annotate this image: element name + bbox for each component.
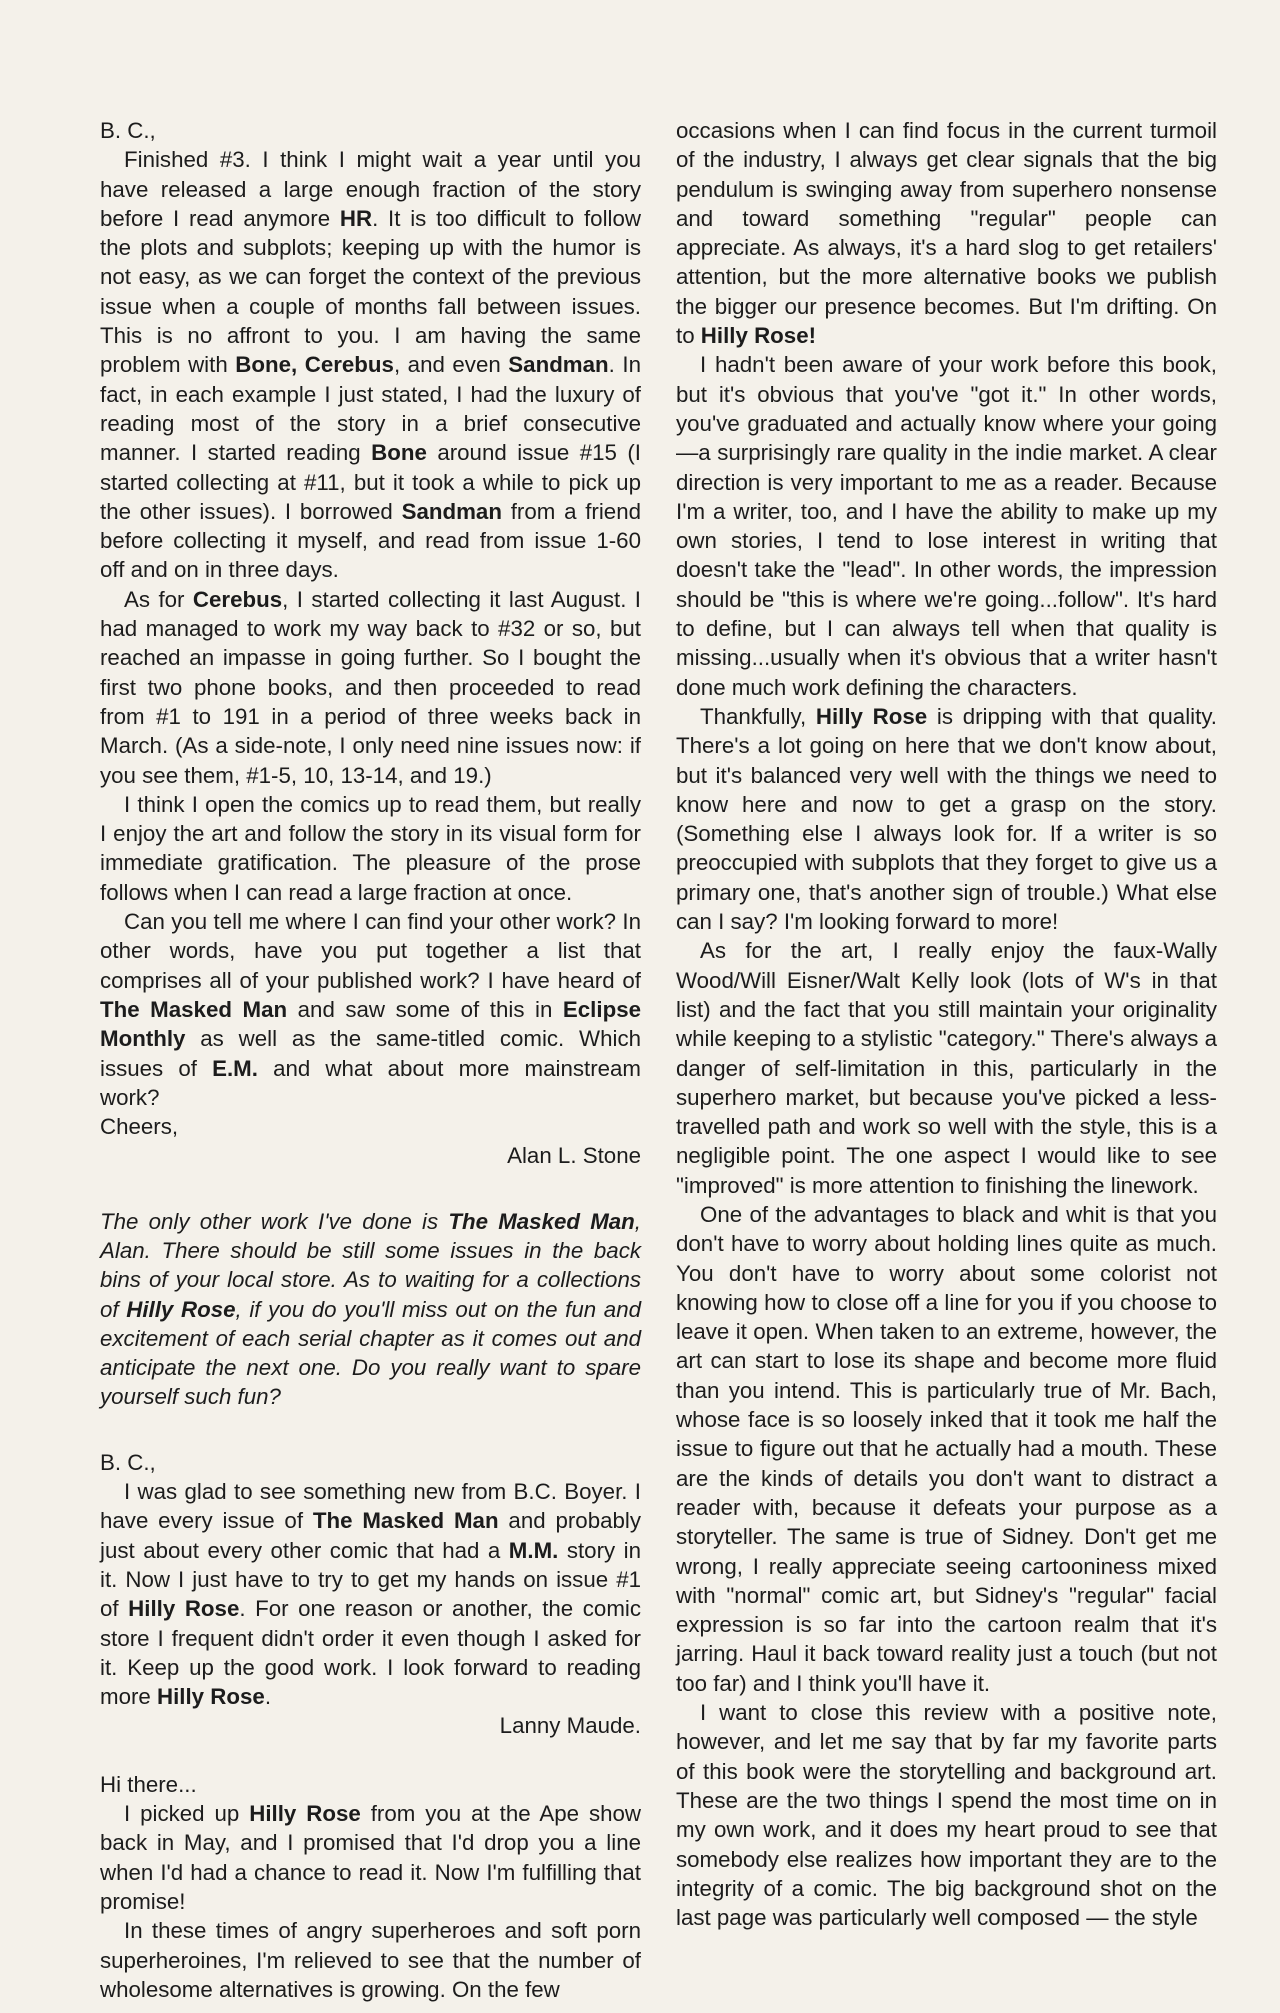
letter2-greeting: B. C., xyxy=(100,1449,156,1475)
letter3-paragraph-2-continued: occasions when I can find focus in the current turmoil of the industry, I always get clear signals that the big pendulum is swinging away from superhero nonsense and toward something "regular" people can appreciate. As always, it's a hard slog to get retailers' attention, but the more alternative books we publish the bigger our presence becomes. But I'm drifting. On to Hilly Rose! xyxy=(676,118,1217,349)
letter3-paragraph-5: As for the art, I really enjoy the faux-Wally Wood/Will Eisner/Walt Kelly look (lots of W's in that list) and the fact that you still maintain your originality while keeping to a stylistic "category." There's always a danger of self-limitation in this, particularly in the superhero market, but because you've picked a less-travelled path and work so well with the style, this is a negligible point. The one aspect I would like to see "improved" is more attention to finishing the linework. xyxy=(676,938,1218,1198)
letter1-paragraph-3: I think I open the comics up to read them, but really I enjoy the art and follow the story in its visual form for immediate gratification. The pleasure of the prose follows when I can read a large fraction at once. xyxy=(100,791,641,905)
left-column xyxy=(100,116,641,2004)
letter3-paragraph-7: I want to close this review with a positive note, however, and let me say that by far my favorite parts of this book were the storytelling and background art. These are the two things I spend the most time on in my own work, and it does my heart proud to see that somebody else realizes how important they are to the integrity of a comic. The big background shot on the last page was particularly well composed — the style xyxy=(676,1700,1217,1931)
letter3-paragraph-6: One of the advantages to black and whit is that you don't have to worry about holding lines quite as much. You don't have to worry about some colorist not knowing how to close off a line for you if you choose to leave it open. When taken to an extreme, however, the art can start to lose its shape and become more fluid than you intend. This is particularly true of Mr. Bach, whose face is so loosely inked that it took me half the issue to figure out that he actually had a mouth. These are the kinds of details you don't want to distract a reader with, because it defeats your purpose as a storyteller. The same is true of Sidney. Don't get me wrong, I really appreciate seeing cartooniness mixed with "normal" comic art, but Sidney's "regular" facial expression is so far into the cartoon realm that it's jarring. Haul it back toward reality just a touch (but not too far) and I think you'll have it. xyxy=(676,1201,1217,1696)
right-column xyxy=(676,116,1217,1932)
letter1-greeting: B. C., xyxy=(100,118,156,143)
letter3-paragraph-3: I hadn't been aware of your work before this book, but it's obvious that you've "got it." In other words, you've graduated and actually know where your going —a surprisingly rare quality in the indie market. A clear direction is very important to me as a reader. Because I'm a writer, too, and I have the ability to make up my own stories, I tend to lose interest in writing that doesn't take the "lead". In other words, the impression should be "this is where we're going...follow". It's hard to define, but I can always tell when that quality is missing...usually when it's obvious that a writer hasn't done much work defining the characters. xyxy=(676,352,1217,700)
spacer xyxy=(100,1741,641,1770)
letter1-closing: Cheers, xyxy=(100,1114,179,1140)
editor-reply-1: The only other work I've done is The Masked Man, Alan. There should be still some issues in the back bins of your local store. As to waiting for a collections of Hilly Rose, if you do you'll miss out on the fun and excitement of each serial chapter as it comes out and anticipate the next one. Do you really want to spare yourself such fun? xyxy=(100,1208,642,1410)
spacer xyxy=(100,1412,641,1448)
letter1-paragraph-4: Can you tell me where I can find your other work? In other words, have you put together a list that comprises all of your published work? I have heard of The Masked Man and saw some of this in Eclipse Monthly as well as the same-titled comic. Which issues of E.M. and what about more mainstream work? xyxy=(100,909,641,1110)
letter3-greeting: Hi there... xyxy=(100,1771,197,1797)
letter1-paragraph-2: As for Cerebus, I started collecting it last August. I had managed to work my way back to #32 or so, but reached an impasse in going further. So I bought the first two phone books, and then proceeded to read from #1 to 191 in a period of three weeks back in March. (As a side-note, I only need nine issues now: if you see them, #1-5, 10, 13-14, and 19.) xyxy=(100,586,641,788)
letter2-signature: Lanny Maude. xyxy=(499,1713,641,1739)
letter3-paragraph-2: In these times of angry superheroes and soft porn superheroines, I'm relieved to see that the number of wholesome alternatives is growing. On the few xyxy=(100,1918,641,2002)
letter1-paragraph-1: Finished #3. I think I might wait a year until you have released a large enough fraction of the story before I read anymore HR. It is too difficult to follow the plots and subplots; keeping up with the humor is not easy, as we can forget the context of the previous issue when a couple of months fall between issues. This is no affront to you. I am having the same problem with Bone, Cerebus, and even Sandman. In fact, in each example I just stated, I had the luxury of reading most of the story in a brief consecutive manner. I started reading Bone around issue #15 (I started collecting at #11, but it took a while to pick up the other issues). I borrowed Sandman from a friend before collecting it myself, and read from issue 1-60 off and on in three days. xyxy=(100,147,641,583)
letter2-paragraph-1: I was glad to see something new from B.C. Boyer. I have every issue of The Masked Man and probably just about every other comic that had a M.M. story in it. Now I just have to try to get my hands on issue #1 of Hilly Rose. For one reason or another, the comic store I frequent didn't order it even though I asked for it. Keep up the good work. I look forward to reading more Hilly Rose. xyxy=(100,1479,641,1710)
spacer xyxy=(100,1171,641,1207)
letter3-paragraph-1: I picked up Hilly Rose from you at the Ape show back in May, and I promised that I'd drop you a line when I'd had a chance to read it. Now I'm fulfilling that promise! xyxy=(100,1801,641,1914)
letter3-paragraph-4: Thankfully, Hilly Rose is dripping with that quality. There's a lot going on here that we don't know about, but it's balanced very well with the things we need to know here and now to get a grasp on the story. (Something else I always look for. If a writer is so preoccupied with subplots that they forget to give us a primary one, that's another sign of trouble.) What else can I say? I'm looking forward to more! xyxy=(676,703,1218,935)
letter1-signature: Alan L. Stone xyxy=(507,1143,641,1169)
